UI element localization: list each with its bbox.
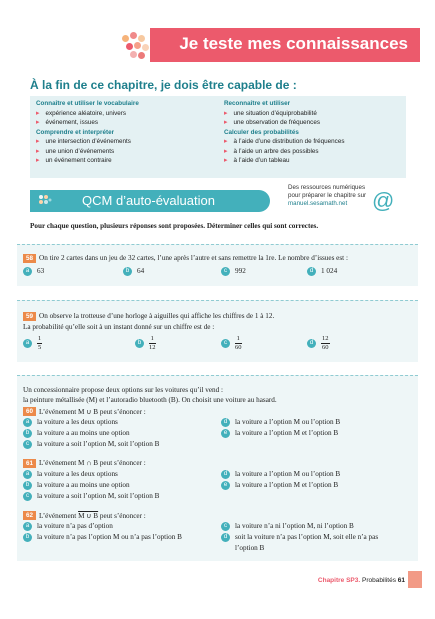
- option-letter: c: [221, 339, 230, 348]
- option-letter: c: [221, 522, 230, 531]
- fraction: [149, 335, 156, 351]
- page-title: Je teste mes connaissances: [179, 34, 408, 53]
- option-text: 1 024: [321, 267, 338, 276]
- option-text: la voiture a l’option M ou l’option B: [235, 418, 341, 427]
- option-letter: d: [307, 339, 316, 348]
- question-text: On tire 2 cartes dans un jeu de 32 cartes, l’une après l’autre et sans remettre la 1re. Le nombre d’issues est :: [39, 254, 348, 262]
- option-letter: d: [221, 470, 230, 479]
- fraction-denominator: 12: [149, 343, 156, 351]
- fraction-denominator: 60: [235, 343, 242, 351]
- question-number: 60: [23, 407, 36, 416]
- option-text: la voiture a les deux options: [37, 418, 118, 427]
- fraction: [321, 335, 330, 351]
- goals-right-column: [224, 99, 345, 166]
- goal-item: ▸ à l’aide un arbre des possibles: [224, 147, 345, 157]
- option-letter: d: [307, 267, 316, 276]
- option-a[interactable]: [23, 335, 42, 351]
- prompt-part: peut s’énoncer :: [98, 512, 146, 520]
- fraction-numerator: 12: [322, 335, 329, 342]
- option-letter: a: [23, 339, 32, 348]
- fraction-denominator: 5: [38, 343, 42, 351]
- option-text: la voiture a au moins une option: [37, 481, 130, 490]
- section-label: Probabilités: [361, 577, 396, 584]
- option-a[interactable]: [23, 522, 113, 531]
- header-banner: [150, 28, 420, 62]
- option-text: 64: [137, 267, 145, 276]
- option-letter: a: [23, 522, 32, 531]
- goal-item: ▸ une union d’événements: [36, 147, 139, 157]
- fraction-numerator: 1: [38, 335, 42, 342]
- option-c[interactable]: [23, 492, 159, 501]
- option-e[interactable]: [221, 429, 338, 438]
- question-number: 58: [23, 254, 36, 263]
- option-letter: b: [123, 267, 132, 276]
- option-text: soit la voiture n’a pas l’option M, soit elle n’a pas: [235, 533, 379, 542]
- page-footer: [318, 577, 405, 584]
- group-text: la peinture métallisée (M) et l’autoradio bluetooth (B). On choisit une voiture au hasard.: [23, 396, 277, 404]
- question-text: La probabilité qu’elle soit à un instant donné sur un chiffre est de :: [23, 323, 215, 331]
- question-text: L’événement M ∪ B peut s’énoncer :: [39, 408, 146, 416]
- option-text: la voiture a l’option M et l’option B: [235, 429, 339, 438]
- option-a[interactable]: [23, 267, 44, 276]
- option-text: la voiture a soit l’option M, soit l’option B: [37, 492, 160, 501]
- dots-icon: [38, 194, 52, 208]
- option-c[interactable]: [23, 440, 159, 449]
- option-b[interactable]: [23, 481, 130, 490]
- question-59-box: [17, 300, 418, 362]
- resources-line: pour préparer le chapitre sur: [288, 192, 367, 199]
- question-58-box: [17, 244, 418, 286]
- option-d-continued: l’option B: [235, 544, 265, 552]
- option-letter: a: [23, 267, 32, 276]
- page-number: 61: [397, 577, 405, 584]
- resources-note: [288, 184, 366, 208]
- question-number: 62: [23, 511, 36, 520]
- option-text: 992: [235, 267, 246, 276]
- qcm-title: QCM d’auto-évaluation: [82, 193, 215, 208]
- option-b[interactable]: [23, 533, 182, 542]
- group-text: Un concessionnaire propose deux options sur les voitures qu’il vend :: [23, 386, 224, 394]
- goals-box: [30, 96, 406, 178]
- goal-item: ▸ à l’aide d’un tableau: [224, 156, 345, 166]
- option-text: la voiture n’a pas d’option: [37, 522, 113, 531]
- option-letter: b: [23, 481, 32, 490]
- goal-item: ▸ à l’aide d’une distribution de fréquences: [224, 137, 345, 147]
- option-d[interactable]: [307, 267, 337, 276]
- complement-event: M ∪ B: [78, 512, 99, 520]
- question-number: 59: [23, 312, 36, 321]
- question-group-box: [17, 375, 418, 561]
- option-b[interactable]: [123, 267, 144, 276]
- qcm-section-bar: [30, 190, 270, 212]
- option-text: la voiture a l’option M ou l’option B: [235, 470, 341, 479]
- goal-item: ▸ événement, issues: [36, 118, 139, 128]
- option-c[interactable]: [221, 522, 354, 531]
- option-text: la voiture n’a ni l’option M, ni l’option B: [235, 522, 354, 531]
- option-text: la voiture a soit l’option M, soit l’option B: [37, 440, 160, 449]
- goal-heading: Comprendre et interpréter: [36, 128, 115, 136]
- option-d[interactable]: [221, 418, 340, 427]
- goal-item: ▸ expérience aléatoire, univers: [36, 109, 139, 119]
- goal-item: ▸ une situation d’équiprobabilité: [224, 109, 345, 119]
- option-letter: b: [23, 533, 32, 542]
- option-letter: a: [23, 470, 32, 479]
- option-text: la voiture a l’option M et l’option B: [235, 481, 339, 490]
- option-d[interactable]: [307, 335, 330, 351]
- resources-link[interactable]: manuel.sesamath.net: [288, 200, 348, 207]
- option-b[interactable]: [135, 335, 156, 351]
- goal-item: ▸ un événement contraire: [36, 156, 139, 166]
- option-b[interactable]: [23, 429, 130, 438]
- chapter-label: Chapitre SP3.: [317, 577, 361, 584]
- question-number: 61: [23, 459, 36, 468]
- goal-heading: Reconnaître et utiliser: [224, 100, 291, 107]
- option-text: 63: [37, 267, 45, 276]
- option-text: la voiture a au moins une option: [37, 429, 130, 438]
- goals-left-column: [36, 99, 139, 166]
- instructions: Pour chaque question, plusieurs réponses sont proposées. Déterminer celles qui sont correctes.: [30, 222, 319, 230]
- question-text: L’événement M ∩ B peut s’énoncer :: [39, 459, 146, 467]
- option-letter: c: [23, 440, 32, 449]
- option-letter: b: [135, 339, 144, 348]
- fraction: [235, 335, 242, 351]
- goal-item: ▸ une intersection d’événements: [36, 137, 139, 147]
- goals-title: À la fin de ce chapitre, je dois être capable de :: [30, 78, 297, 92]
- resources-line: Des ressources numériques: [288, 184, 366, 191]
- prompt-part: L’événement: [39, 512, 79, 520]
- fraction-numerator: 1: [236, 335, 240, 342]
- corner-tab: [408, 571, 422, 588]
- option-letter: d: [221, 418, 230, 427]
- option-c[interactable]: [221, 335, 242, 351]
- option-letter: e: [221, 429, 230, 438]
- option-c[interactable]: [221, 267, 246, 276]
- fraction-numerator: 1: [150, 335, 154, 342]
- fraction: [37, 335, 42, 351]
- option-text: la voiture n’a pas l’option M ou n’a pas l’option B: [37, 533, 182, 542]
- option-letter: c: [221, 267, 230, 276]
- question-text: On observe la trotteuse d’une horloge à aiguilles qui affiche les chiffres de 1 à 12.: [39, 312, 275, 320]
- option-letter: c: [23, 492, 32, 501]
- option-letter: b: [23, 429, 32, 438]
- option-letter: a: [23, 418, 32, 427]
- option-a[interactable]: [23, 418, 118, 427]
- goal-heading: Calculer des probabilités: [224, 128, 299, 136]
- option-e[interactable]: [221, 481, 338, 490]
- option-d[interactable]: [221, 470, 340, 479]
- goal-item: ▸ une observation de fréquences: [224, 118, 345, 128]
- question-text: [39, 511, 146, 520]
- option-text: la voiture a les deux options: [37, 470, 118, 479]
- at-icon: @: [372, 188, 395, 213]
- goal-heading: Connaître et utiliser le vocabulaire: [36, 100, 139, 107]
- option-a[interactable]: [23, 470, 118, 479]
- option-d[interactable]: [221, 533, 378, 542]
- fraction-denominator: 60: [322, 343, 329, 351]
- option-letter: e: [221, 481, 230, 490]
- option-letter: d: [221, 533, 230, 542]
